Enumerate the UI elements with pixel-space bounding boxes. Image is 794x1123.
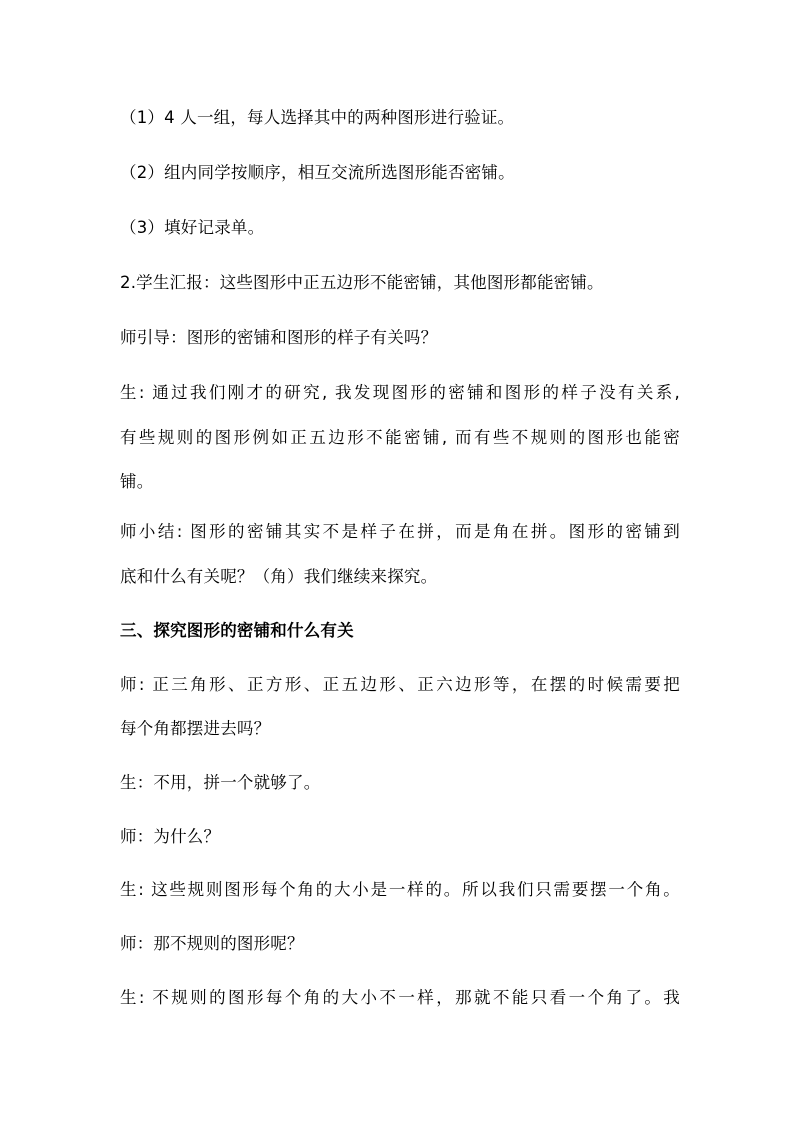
paragraph-teacher-question-line-1: 师: 正三角形、正方形、正五边形、正六边形等，在摆的时候需要把: [120, 675, 680, 694]
paragraph-student-answer-line-1: 生: 通过我们刚才的研究, 我发现图形的密铺和图形的样子没有关系,: [120, 383, 680, 402]
paragraph-student-explanation: 生: 这些规则图形每个角的大小是一样的。所以我们只需要摆一个角。: [120, 880, 680, 899]
paragraph-teacher-irregular: 师：那不规则的图形呢？: [120, 934, 304, 953]
paragraph-step-2: （2）组内同学按顺序，相互交流所选图形能否密铺。: [120, 163, 515, 182]
paragraph-teacher-guide: 师引导：图形的密铺和图形的样子有关吗？: [120, 328, 438, 347]
paragraph-teacher-why: 师：为什么？: [120, 827, 221, 846]
paragraph-student-report: 2.学生汇报：这些图形中正五边形不能密铺，其他图形都能密铺。: [120, 273, 604, 292]
section-heading: 三、探究图形的密铺和什么有关: [120, 621, 354, 640]
paragraph-student-reply: 生：不用，拼一个就够了。: [120, 773, 321, 792]
paragraph-step-1: （1）4 人一组，每人选择其中的两种图形进行验证。: [120, 108, 515, 127]
paragraph-teacher-summary-line-2: 底和什么有关呢？（角）我们继续来探究。: [120, 567, 438, 586]
paragraph-student-answer-line-3: 铺。: [120, 472, 154, 491]
paragraph-teacher-summary-line-1: 师小结: 图形的密铺其实不是样子在拼，而是角在拼。图形的密铺到: [120, 522, 680, 541]
paragraph-student-irregular: 生: 不规则的图形每个角的大小不一样，那就不能只看一个角了。我: [120, 988, 680, 1007]
paragraph-step-3: （3）填好记录单。: [120, 218, 265, 237]
paragraph-teacher-question-line-2: 每个角都摆进去吗？: [120, 719, 271, 738]
paragraph-student-answer-line-2: 有些规则的图形例如正五边形不能密铺, 而有些不规则的图形也能密: [120, 428, 680, 447]
